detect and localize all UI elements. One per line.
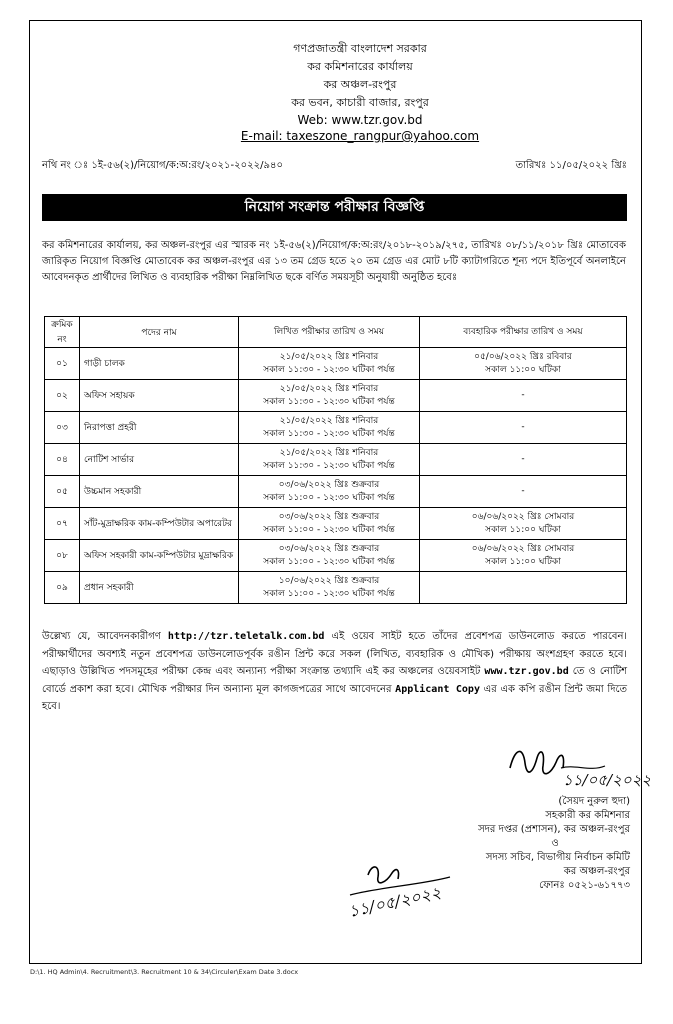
practical-cell-line: ০৫/০৬/২০২২ খ্রিঃ রবিবার: [474, 351, 572, 362]
post-cell-line: অফিস সহায়ক: [84, 391, 135, 401]
serial-cell: [45, 476, 80, 508]
post-cell: [80, 348, 239, 380]
table-row: [45, 572, 627, 604]
practical-cell-line: সকাল ১১:০০ ঘটিকা: [485, 556, 561, 567]
officer-zone: কর অঞ্চল-রংপুর: [563, 866, 630, 877]
written-cell-line: সকাল ১১:০০ - ১২:৩০ ঘটিকা পর্যন্ত: [263, 556, 395, 567]
intro-paragraph: কর কমিশনারের কার্যালয়, কর অঞ্চল-রংপুর এর স্মারক নং ১ই-৫৬(২)/নিয়োগ/ক:অ:রং/২০১৮-২০১৯/২৭৫, তারিখঃ ০৮/১১/২০১৮ খ্রিঃ মোতাবেক জারিকৃত নিয়োগ বিজ্ঞপ্তি মোতাবেক কর অঞ্চল-রংপুর এর ১৩ তম গ্রেড হতে ২০ তম গ্রেড এর মোট ৮টি ক্যাটাগরিতে শূন্য পদে ইতিপূর্বে অনলাইনে আবেদনকৃত প্রার্থীদের লিখিত ও ব্যবহারিক পরীক্ষা নিম্নলিখিত ছকে বর্ণিত সময়সূচী অনুযায়ী অনুষ্ঠিত হবেঃ: [42, 240, 626, 283]
serial-cell-line: ০৯: [56, 583, 68, 593]
serial-cell-line: ০৮: [56, 551, 68, 561]
col-header-serial: ক্রমিক নং: [45, 317, 80, 348]
practical-cell: [420, 348, 627, 380]
post-cell-line: সাঁট-মুদ্রাক্ষরিক কাম-কম্পিউটার অপারেটর: [84, 519, 232, 529]
practical-cell-line: ০৬/০৬/২০২২ খ্রিঃ সোমবার: [471, 543, 575, 554]
post-cell: [80, 572, 239, 604]
table-row: [45, 380, 627, 412]
written-cell-line: ২১/০৫/২০২২ খ্রিঃ শনিবার: [279, 447, 379, 458]
table-header-row: [45, 317, 627, 348]
serial-cell-line: ০৫: [56, 487, 68, 497]
memo-date: তারিখঃ ১১/০৫/২০২২ খ্রিঃ: [515, 160, 627, 171]
post-cell: [80, 444, 239, 476]
post-cell: [80, 412, 239, 444]
written-cell-line: ২১/০৫/২০২২ খ্রিঃ শনিবার: [279, 415, 379, 426]
file-path-footer: D:\1. HQ Admin\4. Recruitment\3. Recruitment 10 & 34\Circuler\Exam Date 3.docx: [30, 968, 299, 976]
schedule-table: [44, 316, 627, 604]
table-row: [45, 508, 627, 540]
written-cell-line: সকাল ১১:০০ - ১২:৩০ ঘটিকা পর্যন্ত: [263, 588, 395, 599]
officer-phone: ফোনঃ ০৫২১-৬১৭৭৩: [539, 880, 630, 891]
serial-cell: [45, 572, 80, 604]
written-cell: [239, 412, 420, 444]
written-cell-line: ২১/০৫/২০২২ খ্রিঃ শনিবার: [279, 383, 379, 394]
serial-cell: [45, 348, 80, 380]
practical-cell: [420, 476, 627, 508]
written-cell: [239, 540, 420, 572]
second-signature-date: ১১/০৫/২০২২: [346, 882, 443, 921]
officer-signature-image: [505, 738, 652, 793]
written-cell-line: সকাল ১১:৩০ - ১২:৩০ ঘটিকা পর্যন্ত: [263, 364, 395, 375]
office-name: কর কমিশনারের কার্যালয়: [307, 60, 413, 73]
notice-banner: নিয়োগ সংক্রান্ত পরীক্ষার বিজ্ঞপ্তি: [42, 194, 627, 221]
practical-cell: [420, 508, 627, 540]
col-header-written: লিখিত পরীক্ষার তারিখ ও সময়: [239, 317, 420, 348]
post-cell-line: উচ্চমান সহকারী: [84, 487, 142, 497]
table-row: [45, 412, 627, 444]
written-cell-line: সকাল ১১:৩০ - ১২:৩০ ঘটিকা পর্যন্ত: [263, 428, 395, 439]
zone-name: কর অঞ্চল-রংপুর: [323, 78, 397, 91]
serial-cell-line: ০২: [56, 391, 68, 401]
practical-cell: [420, 540, 627, 572]
site-link[interactable]: www.tzr.gov.bd: [484, 666, 569, 677]
email-link[interactable]: E-mail: taxeszone_rangpur@yahoo.com: [240, 129, 480, 143]
practical-cell-line: -: [521, 422, 525, 432]
note-text-1: উল্লেখ্য যে, আবেদনকারীগণ: [42, 631, 168, 642]
gov-name: গণপ্রজাতন্ত্রী বাংলাদেশ সরকার: [293, 42, 427, 55]
written-cell-line: ০৩/০৬/২০২২ খ্রিঃ শুক্রবার: [278, 479, 380, 490]
practical-cell-line: -: [521, 390, 525, 400]
officer-role: সদস্য সচিব, বিভাগীয় নির্বাচন কমিটি: [485, 852, 630, 863]
post-cell-line: অফিস সহকারী কাম-কম্পিউটার মুদ্রাক্ষরিক: [84, 551, 234, 561]
serial-cell-line: ০১: [56, 359, 68, 369]
written-cell-line: ০৩/০৬/২০২২ খ্রিঃ শুক্রবার: [278, 543, 380, 554]
written-cell-line: সকাল ১১:০০ - ১২:৩০ ঘটিকা পর্যন্ত: [263, 492, 395, 503]
table-row: [45, 348, 627, 380]
practical-cell-line: -: [521, 486, 525, 496]
post-cell-line: নিরাপত্তা প্রহরী: [84, 423, 137, 433]
post-cell: [80, 476, 239, 508]
serial-cell: [45, 412, 80, 444]
post-cell-line: গাড়ী চালক: [84, 359, 125, 369]
written-cell: [239, 348, 420, 380]
memo-reference: নথি নং ঃ ১ই-৫৬(২)/নিয়োগ/ক:অ:রং/২০২১-২০২২/৯৪০: [42, 160, 283, 171]
conjunction-text: ও: [551, 838, 559, 849]
serial-cell: [45, 380, 80, 412]
note-text-4: এর এক কপি রঙীন প্রিন্ট জমা দিতে হবে।: [42, 683, 628, 712]
post-cell: [80, 540, 239, 572]
note-text-3: তে ও নোটিশ বোর্ডে প্রকাশ করা হবে। মৌখিক পরীক্ষার দিন অন্যান্য মূল কাগজপত্রের সাথে আবেদনের: [42, 666, 627, 695]
written-cell-line: ১০/০৬/২০২২ খ্রিঃ শুক্রবার: [278, 575, 380, 586]
written-cell: [239, 476, 420, 508]
officer-title: সহকারী কর কমিশনার: [545, 810, 630, 821]
serial-cell-line: ০৭: [56, 519, 68, 529]
post-cell: [80, 508, 239, 540]
second-signature-image: [340, 855, 500, 925]
col-header-post: পদের নাম: [80, 317, 239, 348]
applicant-copy-text: Applicant Copy: [395, 683, 480, 695]
written-cell: [239, 572, 420, 604]
practical-cell: [420, 380, 627, 412]
website-link[interactable]: Web: www.tzr.gov.bd: [297, 113, 423, 127]
practical-cell-line: সকাল ১১:০০ ঘটিকা: [485, 524, 561, 535]
practical-cell-line: ০৬/০৬/২০২২ খ্রিঃ সোমবার: [471, 511, 575, 522]
teletalk-link[interactable]: http://tzr.teletalk.com.bd: [167, 631, 325, 642]
note-paragraph: [42, 628, 627, 716]
signature-date: ১১/০৫/২০২২: [563, 771, 652, 789]
written-cell-line: সকাল ১১:৩০ - ১২:৩০ ঘটিকা পর্যন্ত: [263, 460, 395, 471]
post-cell-line: নোটিশ সার্ভার: [84, 455, 135, 465]
written-cell: [239, 380, 420, 412]
post-cell: [80, 380, 239, 412]
officer-dept: সদর দপ্তর (প্রশাসন), কর অঞ্চল-রংপুর: [478, 824, 630, 835]
serial-cell: [45, 444, 80, 476]
written-cell-line: সকাল ১১:০০ - ১২:৩০ ঘটিকা পর্যন্ত: [263, 524, 395, 535]
serial-cell-line: ০৩: [56, 423, 68, 433]
post-cell-line: প্রধান সহকারী: [84, 583, 134, 593]
col-header-practical: ব্যবহারিক পরীক্ষার তারিখ ও সময়: [420, 317, 627, 348]
table-row: [45, 540, 627, 572]
written-cell: [239, 444, 420, 476]
written-cell: [239, 508, 420, 540]
practical-cell-line: সকাল ১১:০০ ঘটিকা: [485, 364, 561, 375]
practical-cell: [420, 412, 627, 444]
table-row: [45, 476, 627, 508]
written-cell-line: ০৩/০৬/২০২২ খ্রিঃ শুক্রবার: [278, 511, 380, 522]
officer-name: (সৈয়দ নুরুল হুদা): [558, 796, 630, 807]
serial-cell: [45, 508, 80, 540]
practical-cell: [420, 444, 627, 476]
written-cell-line: সকাল ১১:৩০ - ১২:৩০ ঘটিকা পর্যন্ত: [263, 396, 395, 407]
serial-cell: [45, 540, 80, 572]
written-cell-line: ২১/০৫/২০২২ খ্রিঃ শনিবার: [279, 351, 379, 362]
table-row: [45, 444, 627, 476]
serial-cell-line: ০৪: [56, 455, 68, 465]
note-text-2: এই ওয়েব সাইট হতে তাঁদের প্রবেশপত্র ডাউনলোড করতে পারবেন। পরীক্ষার্থীদের অবশ্যই নতুন প্রবেশপত্র ডাউনলোডপূর্বক রঙীন প্রিন্ট করে সকল (লিখিত, ব্যবহারিক ও মৌখিক) পরীক্ষায় অংশগ্রহণ করতে হবে। এছাড়াও উল্লিখিত পদসমূহের পরীক্ষা কেন্দ্র এবং অন্যান্য পরীক্ষা সংক্রান্ত তথ্যাদি এই কর অঞ্চলের ওয়েবসাইট: [42, 631, 628, 677]
practical-cell: [420, 572, 627, 604]
office-address: কর ভবন, কাচারী বাজার, রংপুর: [291, 96, 429, 109]
practical-cell-line: -: [521, 454, 525, 464]
